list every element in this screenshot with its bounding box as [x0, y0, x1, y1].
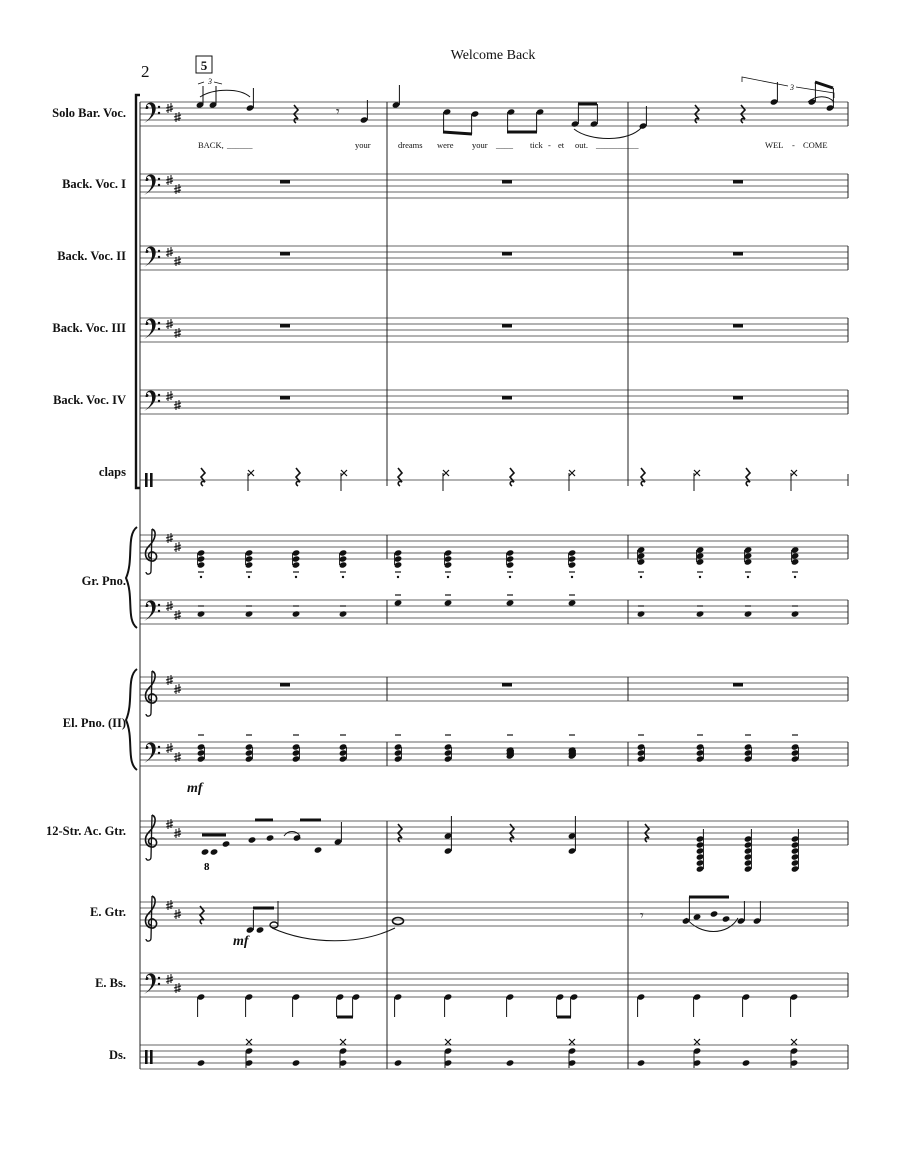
- lyric-et: et: [558, 140, 565, 150]
- note-head: [637, 1059, 646, 1066]
- label-claps: claps: [98, 465, 126, 479]
- staccato-dot: [248, 576, 250, 578]
- lyric-come: COME: [803, 140, 828, 150]
- x-note-head: [569, 1039, 575, 1045]
- note-head: [245, 610, 254, 617]
- clap-rest-icon: [398, 468, 402, 486]
- note-head: [693, 913, 702, 920]
- label-12-str-ac-gtr: 12-Str. Ac. Gtr.: [46, 824, 126, 838]
- clap-rest-icon: [201, 468, 205, 486]
- sharp-icon: [166, 819, 173, 829]
- sharp-icon: [174, 610, 181, 620]
- sharp-icon: [166, 533, 173, 543]
- x-note-head: [246, 1039, 252, 1045]
- staccato-dot: [342, 576, 344, 578]
- x-note-head: [248, 470, 254, 476]
- label-back-voc-3: Back. Voc. III: [52, 321, 126, 335]
- x-note-head: [569, 470, 575, 476]
- staff-lines: [140, 102, 848, 1069]
- whole-rest: [502, 683, 512, 687]
- note-head: [742, 1059, 751, 1066]
- sharp-icon: [174, 400, 181, 410]
- staccato-dot: [509, 576, 511, 578]
- quarter-rest-icon: [200, 906, 204, 924]
- note-head: [791, 610, 800, 617]
- label-solo-bar-voc: Solo Bar. Voc.: [52, 106, 126, 120]
- whole-rest: [733, 252, 743, 256]
- dynamic-e-gtr: mf: [233, 934, 249, 949]
- whole-rest: [733, 324, 743, 328]
- clap-rest-icon: [296, 468, 300, 486]
- staccato-dot: [200, 576, 202, 578]
- staccato-dot: [397, 576, 399, 578]
- sharp-icon: [174, 256, 181, 266]
- staccato-dot: [295, 576, 297, 578]
- e-gtr-half-note: [270, 922, 278, 928]
- whole-rest: [502, 396, 512, 400]
- page-number: 2: [141, 62, 150, 81]
- sharp-icon: [166, 675, 173, 685]
- staccato-dot: [794, 576, 796, 578]
- tuplet-bracket-right: [742, 77, 834, 98]
- slur-solo-2: [574, 127, 642, 139]
- sharp-icon: [174, 112, 181, 122]
- staccato-dot: [699, 576, 701, 578]
- clap-rest-icon: [746, 468, 750, 486]
- whole-rest: [733, 396, 743, 400]
- label-el-pno: El. Pno. (II): [62, 716, 126, 730]
- note-head: [210, 848, 219, 855]
- sharp-icon: [174, 983, 181, 993]
- lyric-your: your: [355, 140, 371, 150]
- note-head: [722, 915, 731, 922]
- beam: [443, 132, 472, 134]
- treble-clef-icon: [145, 671, 156, 716]
- lyric-your-2: your: [472, 140, 488, 150]
- x-note-head: [694, 470, 700, 476]
- lyric-out: out.: [575, 140, 588, 150]
- note-head: [314, 846, 323, 853]
- note-head: [256, 926, 265, 933]
- whole-rest: [502, 180, 512, 184]
- barlines: [140, 102, 848, 1069]
- label-e-bs: E. Bs.: [95, 976, 126, 990]
- note-head: [637, 610, 646, 617]
- piece-title: Welcome Back: [450, 48, 536, 63]
- brace-gr-pno: [126, 527, 137, 628]
- lyric-back: BACK,: [198, 140, 224, 150]
- sharp-icon: [174, 184, 181, 194]
- eighth-rest-icon: 𝄾: [640, 909, 644, 924]
- treble-clef-icon: [145, 896, 156, 941]
- tuplet-number: 3: [208, 77, 212, 86]
- whole-rest: [502, 324, 512, 328]
- tuplet-number-right: 3: [790, 83, 794, 92]
- note-head: [394, 599, 403, 606]
- x-note-head: [341, 470, 347, 476]
- whole-rest: [280, 252, 290, 256]
- treble-clef-icon: [145, 529, 156, 574]
- whole-rest: [280, 396, 290, 400]
- note-head: [696, 610, 705, 617]
- e-gtr-whole-note: [393, 918, 404, 925]
- whole-rest: [733, 683, 743, 687]
- x-note-head: [445, 1039, 451, 1045]
- note-head: [506, 1059, 515, 1066]
- lyric-hyphen-1: -: [548, 140, 551, 150]
- label-e-gtr: E. Gtr.: [90, 905, 126, 919]
- lyric-extender-2: ____: [496, 140, 513, 150]
- treble-clef-icon: [145, 815, 156, 860]
- sharp-icon: [174, 752, 181, 762]
- note-head: [444, 599, 453, 606]
- note-head: [339, 610, 348, 617]
- label-back-voc-4: Back. Voc. IV: [53, 393, 126, 407]
- staccato-dot: [571, 576, 573, 578]
- tie-egtr: [272, 928, 395, 941]
- note-head: [266, 834, 275, 841]
- whole-rest: [280, 324, 290, 328]
- x-note-head: [340, 1039, 346, 1045]
- note-head: [292, 1059, 301, 1066]
- x-note-head: [791, 1039, 797, 1045]
- slur-solo-1: [200, 90, 250, 97]
- note-head: [744, 610, 753, 617]
- lyric-extender-3: __________: [596, 140, 639, 150]
- lyric-dreams: dreams: [398, 140, 423, 150]
- beam: [815, 82, 833, 88]
- note-head: [197, 1059, 206, 1066]
- label-back-voc-1: Back. Voc. I: [62, 177, 126, 191]
- x-note-head: [694, 1039, 700, 1045]
- octave-mark: 8: [204, 861, 210, 873]
- rehearsal-mark: 5: [200, 58, 208, 73]
- staccato-dot: [640, 576, 642, 578]
- note-head: [197, 610, 206, 617]
- label-gr-pno: Gr. Pno.: [81, 574, 126, 588]
- lyric-were: were: [437, 140, 454, 150]
- whole-rest: [280, 683, 290, 687]
- note-head: [292, 610, 301, 617]
- note-head: [506, 599, 515, 606]
- whole-rest: [502, 252, 512, 256]
- note-head: [710, 910, 719, 917]
- x-note-head: [443, 470, 449, 476]
- eighth-rest-icon: 𝄾: [336, 105, 340, 120]
- staccato-dot: [747, 576, 749, 578]
- label-ds: Ds.: [108, 1048, 126, 1062]
- whole-rest: [733, 180, 743, 184]
- lyric-extender-1: ______: [227, 140, 253, 150]
- lyric-tick: tick: [530, 140, 543, 150]
- dynamic-el-pno: mf: [187, 781, 203, 796]
- lyric-wel: WEL: [765, 140, 784, 150]
- clap-rest-icon: [641, 468, 645, 486]
- note-head: [394, 1059, 403, 1066]
- note-head: [568, 599, 577, 606]
- clap-rest-icon: [510, 468, 514, 486]
- note-head: [222, 840, 231, 847]
- whole-rest: [280, 180, 290, 184]
- brace-el-pno: [126, 669, 137, 770]
- lyric-hyphen-2: -: [792, 140, 795, 150]
- label-back-voc-2: Back. Voc. II: [57, 249, 126, 263]
- note-head: [248, 836, 257, 843]
- note-head: [201, 848, 210, 855]
- system-bracket: [136, 95, 140, 488]
- x-note-head: [791, 470, 797, 476]
- sharp-icon: [166, 900, 173, 910]
- sharp-icon: [174, 328, 181, 338]
- staccato-dot: [447, 576, 449, 578]
